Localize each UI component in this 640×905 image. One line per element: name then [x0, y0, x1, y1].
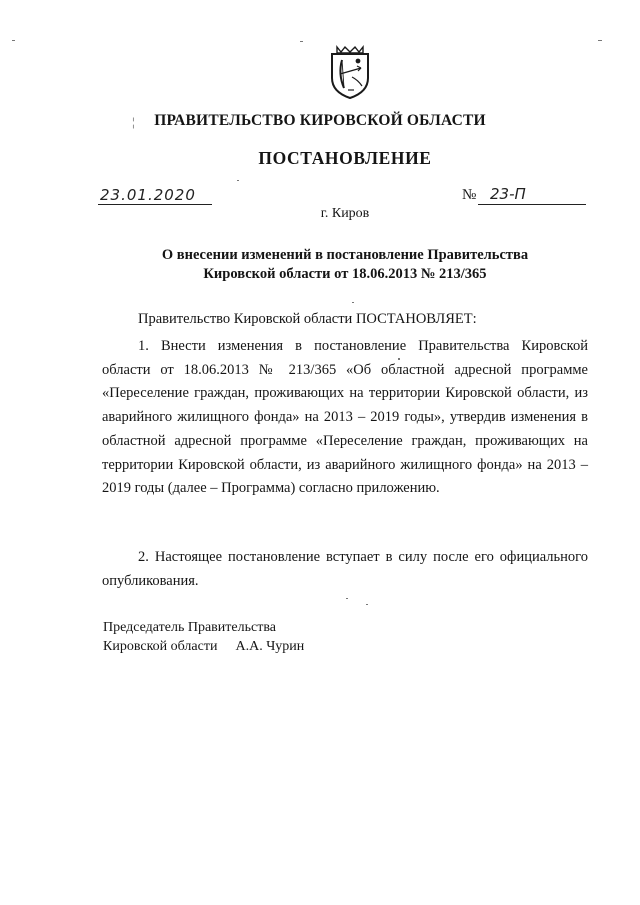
number-underline — [478, 204, 586, 205]
resolution-intro: Правительство Кировской области ПОСТАНОВЛЯЕТ: — [138, 311, 477, 327]
body-paragraph-2: 2. Настоящее постановление вступает в силу после его официального опубликования. — [102, 549, 588, 589]
number-sign: № — [462, 187, 477, 203]
scan-speck — [300, 41, 303, 42]
organization-title: ПРАВИТЕЛЬСТВО КИРОВСКОЙ ОБЛАСТИ — [154, 112, 486, 129]
margin-mark: ¦ — [132, 114, 135, 129]
kirov-coat-of-arms-icon — [328, 44, 372, 100]
scan-speck — [598, 40, 602, 41]
signature-block — [103, 618, 304, 656]
document-type-title: ПОСТАНОВЛЕНИЕ — [258, 148, 432, 168]
date-underline — [98, 204, 212, 205]
scan-speck — [398, 358, 400, 360]
signatory-name: А.А. Чурин — [235, 639, 305, 654]
scan-speck — [237, 180, 239, 181]
scan-speck — [12, 40, 15, 41]
subject-line: О внесении изменений в постановление Правительства — [161, 247, 529, 263]
signatory-region: Кировской области — [103, 639, 218, 654]
document-subject — [0, 246, 640, 284]
document-date: 23.01.2020 — [100, 186, 196, 204]
subject-line: Кировской области от 18.06.2013 № 213/365 — [203, 266, 487, 282]
document-number: 23-П — [490, 185, 526, 203]
signatory-position: Председатель Правительства — [103, 620, 276, 635]
issue-city: г. Киров — [320, 206, 370, 221]
scan-speck — [346, 598, 348, 599]
body-paragraph-1: 1. Внести изменения в постановление Правительства Кировской области от 18.06.2013 № 213/365 «Об областной адресной программе «Переселение граждан, проживающих на территории Кировской области, из аварийного жилищного фонда» на 2013 – 2019 годы», утвердив изменения в областной адресной программе «Переселение граждан, проживающих на территории Кировской области, из аварийного жилищного фонда» на 2013 – 2019 годы (далее – Программа) согласно приложению. — [102, 338, 588, 497]
scan-speck — [366, 604, 368, 605]
scan-speck — [352, 302, 354, 303]
